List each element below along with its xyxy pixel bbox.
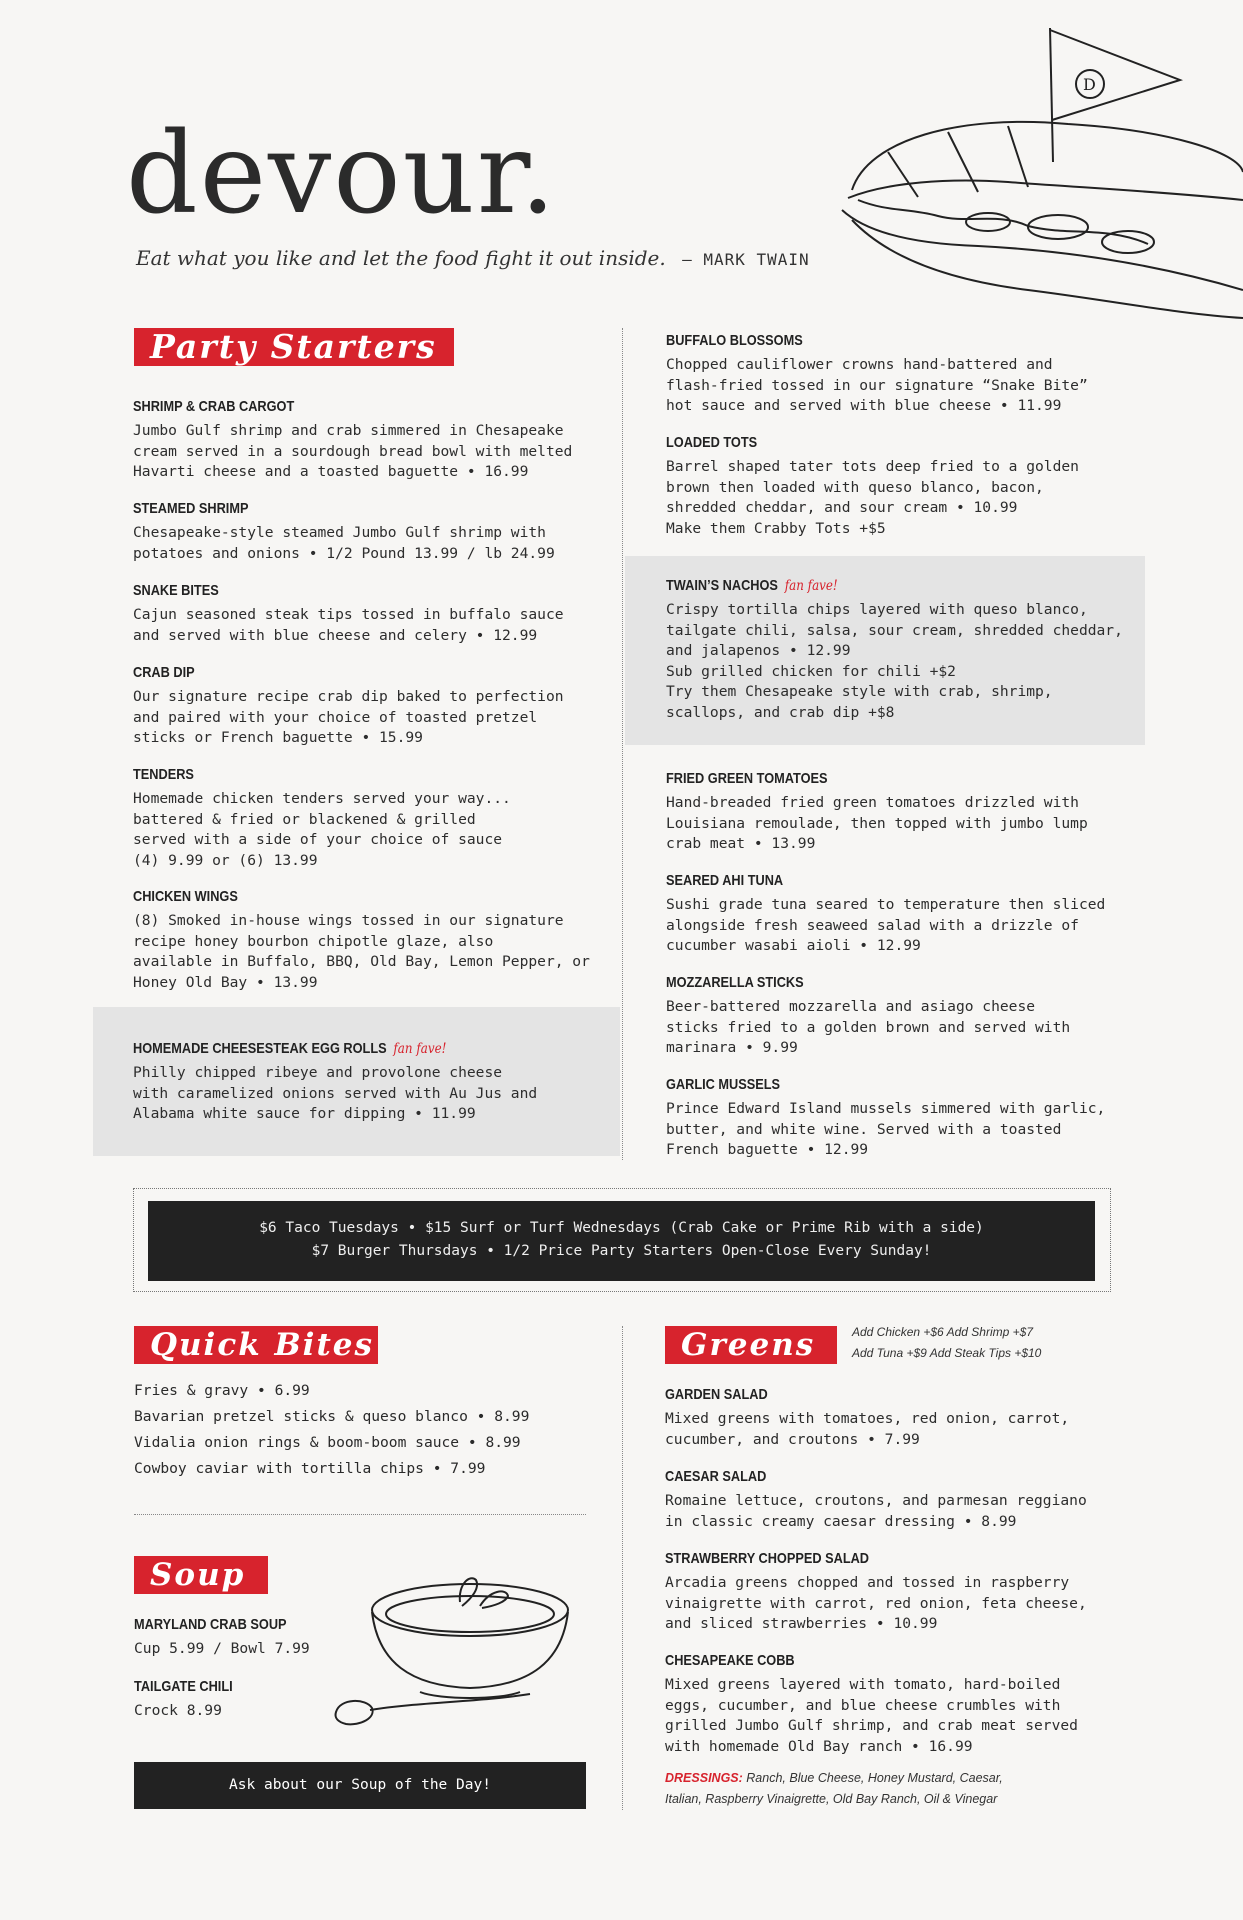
specials-line-2: $7 Burger Thursdays • 1/2 Price Party Starters Open-Close Every Sunday!: [311, 1243, 932, 1259]
list-item: Vidalia onion rings & boom-boom sauce • 8.99: [134, 1434, 521, 1451]
item-desc: Prince Edward Island mussels simmered with garlic, butter, and white wine. Served with a toasted French baguette • 12.99: [666, 1100, 1106, 1158]
item-name: FRIED GREEN TOMATOES: [666, 770, 828, 787]
item-desc: Crispy tortilla chips layered with queso blanco, tailgate chili, salsa, sour cream, shredded cheddar, and jalapenos • 12.99 Sub grilled chicken for chili +$2 Try them Chesapeake style with crab, shrimp, scallops, and crab dip +$8: [666, 601, 1123, 721]
menu-item: [134, 1616, 313, 1660]
item-name-text: TWAIN’S NACHOS: [666, 577, 778, 594]
item-name: SEARED AHI TUNA: [666, 872, 784, 889]
menu-item: [666, 974, 1070, 1059]
item-name: STRAWBERRY CHOPPED SALAD: [665, 1550, 870, 1567]
addons-line-1: Add Chicken +$6 Add Shrimp +$7: [852, 1325, 1034, 1339]
column-divider: [622, 1326, 623, 1810]
party-starters-title: Party Starters: [134, 328, 454, 366]
menu-item: [666, 1076, 1105, 1161]
menu-item: [134, 1678, 250, 1722]
item-name: [133, 1040, 477, 1057]
fan-fave-tag: fan fave!: [784, 578, 838, 594]
item-desc: Hand-breaded fried green tomatoes drizzled with Louisiana remoulade, then topped with jumbo lump crab meat • 13.99: [666, 794, 1088, 852]
dressings-label: DRESSINGS:: [665, 1771, 743, 1785]
item-name: SHRIMP & CRAB CARGOT: [133, 398, 295, 415]
item-desc: Mixed greens with tomatoes, red onion, carrot, cucumber, and croutons • 7.99: [665, 1410, 1070, 1448]
item-name: STEAMED SHRIMP: [133, 500, 249, 517]
item-desc: Cup 5.99 / Bowl 7.99: [134, 1640, 310, 1657]
list-item: Cowboy caviar with tortilla chips • 7.99: [134, 1460, 486, 1477]
item-desc: Chesapeake-style steamed Jumbo Gulf shrimp with potatoes and onions • 1/2 Pound 13.99 / lb 24.99: [133, 524, 555, 562]
sandwich-illustration: [828, 22, 1243, 322]
greens-addons: [852, 1322, 1041, 1364]
weekly-specials-banner: [148, 1201, 1095, 1281]
item-name: CAESAR SALAD: [665, 1468, 767, 1485]
menu-item: [665, 1652, 1078, 1757]
menu-item: [666, 770, 1088, 855]
greens-title: Greens: [665, 1326, 837, 1364]
item-desc: Beer-battered mozzarella and asiago cheese sticks fried to a golden brown and served with marinara • 9.99: [666, 998, 1071, 1056]
menu-item: [133, 582, 564, 646]
tagline-quote: [136, 246, 810, 270]
menu-item: [133, 766, 511, 871]
quote-author: — MARK TWAIN: [682, 250, 810, 269]
item-desc: Homemade chicken tenders served your way... battered & fried or blackened & grilled served with a side of your choice of sauce (4) 9.99 or (6) 13.99: [133, 790, 511, 869]
item-desc: Chopped cauliflower crowns hand-battered and flash-fried tossed in our signature “Snake Bite” hot sauce and served with blue cheese • 11.99: [666, 356, 1088, 414]
item-name-text: HOMEMADE CHEESESTEAK EGG ROLLS: [133, 1040, 387, 1057]
item-desc: Philly chipped ribeye and provolone cheese with caramelized onions served with Au Jus and Alabama white sauce for dipping • 11.99: [133, 1064, 538, 1122]
item-name: CHICKEN WINGS: [133, 888, 238, 905]
item-desc: Our signature recipe crab dip baked to perfection and paired with your choice of toasted pretzel sticks or French baguette • 15.99: [133, 688, 564, 746]
addons-line-2: Add Tuna +$9 Add Steak Tips +$10: [852, 1346, 1042, 1360]
menu-item: [133, 398, 572, 483]
menu-item: [665, 1468, 1087, 1532]
item-name: GARDEN SALAD: [665, 1386, 768, 1403]
dressings-line-1: [665, 1768, 1003, 1789]
item-desc: Cajun seasoned steak tips tossed in buffalo sauce and served with blue cheese and celery • 12.99: [133, 606, 564, 644]
item-name: BUFFALO BLOSSOMS: [666, 332, 803, 349]
item-name: CRAB DIP: [133, 664, 195, 681]
item-name: TENDERS: [133, 766, 194, 783]
item-name: MOZZARELLA STICKS: [666, 974, 804, 991]
item-name: LOADED TOTS: [666, 434, 758, 451]
item-desc: Barrel shaped tater tots deep fried to a golden brown then loaded with queso blanco, bacon, shredded cheddar, and sour cream • 10.99 Make them Crabby Tots +$5: [666, 458, 1079, 537]
item-desc: Mixed greens layered with tomato, hard-boiled eggs, cucumber, and blue cheese crumbles with grilled Jumbo Gulf shrimp, and crab meat served with homemade Old Bay ranch • 16.99: [665, 1676, 1078, 1755]
item-name: CHESAPEAKE COBB: [665, 1652, 795, 1669]
item-name: [666, 577, 1054, 594]
menu-item: [666, 434, 1079, 539]
item-desc: (8) Smoked in-house wings tossed in our signature recipe honey bourbon chipotle glaze, also available in Buffalo, BBQ, Old Bay, Lemon Pepper, or Honey Old Bay • 13.99: [133, 912, 590, 991]
item-desc: Crock 8.99: [134, 1702, 222, 1719]
quote-text: Eat what you like and let the food fight it out inside.: [136, 246, 666, 270]
specials-line-1: $6 Taco Tuesdays • $15 Surf or Turf Wednesdays (Crab Cake or Prime Rib with a side): [259, 1220, 984, 1236]
list-item: Bavarian pretzel sticks & queso blanco • 8.99: [134, 1408, 530, 1425]
dressings-text-1: Ranch, Blue Cheese, Honey Mustard, Caesar,: [746, 1771, 1003, 1785]
logo: devour.: [126, 109, 558, 239]
menu-item-featured: [666, 577, 1123, 723]
soup-title: Soup: [134, 1556, 268, 1594]
menu-item: [665, 1386, 1069, 1450]
section-divider: [134, 1514, 586, 1515]
list-item: Fries & gravy • 6.99: [134, 1382, 310, 1399]
item-name: TAILGATE CHILI: [134, 1678, 233, 1695]
item-desc: Jumbo Gulf shrimp and crab simmered in Chesapeake cream served in a sourdough bread bowl with melted Havarti cheese and a toasted baguette • 16.99: [133, 422, 573, 480]
item-name: SNAKE BITES: [133, 582, 219, 599]
item-name: GARLIC MUSSELS: [666, 1076, 781, 1093]
fan-fave-tag: fan fave!: [393, 1041, 447, 1057]
quick-bites-title: Quick Bites: [134, 1326, 378, 1364]
menu-item: [133, 500, 555, 564]
dressings-note: [665, 1768, 1003, 1810]
menu-item: [133, 664, 564, 749]
soup-bowl-illustration: [330, 1562, 570, 1734]
menu-item-featured: [133, 1040, 537, 1125]
flag-logo-mark: D: [1083, 75, 1096, 94]
item-desc: Arcadia greens chopped and tossed in raspberry vinaigrette with carrot, red onion, feta cheese, and sliced strawberries • 10.99: [665, 1574, 1087, 1632]
menu-item: [666, 332, 1088, 417]
menu-item: [666, 872, 1105, 957]
item-desc: Sushi grade tuna seared to temperature then sliced alongside fresh seaweed salad with a drizzle of cucumber wasabi aioli • 12.99: [666, 896, 1106, 954]
dressings-line-2: Italian, Raspberry Vinaigrette, Old Bay Ranch, Oil & Vinegar: [665, 1792, 998, 1806]
menu-item: [133, 888, 590, 993]
quick-bites-list: [134, 1378, 529, 1482]
soup-of-the-day-banner: Ask about our Soup of the Day!: [134, 1762, 586, 1809]
column-divider: [622, 328, 623, 1160]
menu-item: [665, 1550, 1087, 1635]
item-desc: Romaine lettuce, croutons, and parmesan reggiano in classic creamy caesar dressing • 8.99: [665, 1492, 1087, 1530]
item-name: MARYLAND CRAB SOUP: [134, 1616, 287, 1633]
